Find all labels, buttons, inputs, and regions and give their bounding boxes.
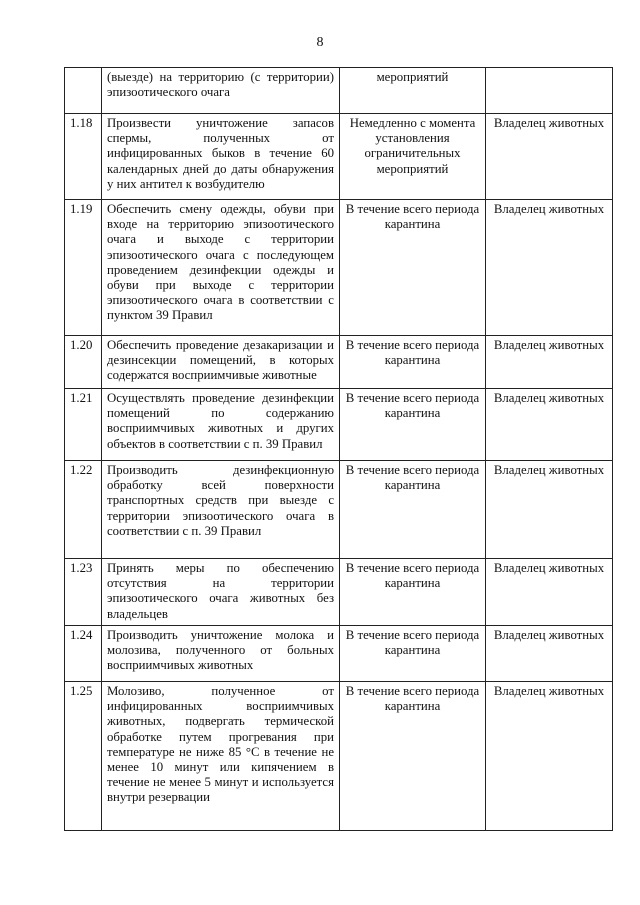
row-term-cell	[340, 114, 486, 200]
row-responsible-cell	[486, 336, 613, 389]
row-number: 1.25	[70, 684, 93, 698]
table-row	[65, 68, 613, 114]
row-action-cell	[102, 389, 340, 461]
row-responsible: Владелец животных	[493, 391, 605, 405]
row-number-cell	[65, 114, 102, 200]
row-action: Производить уничтожение молока и молозива, полученного от больных восприимчивых животных	[107, 628, 334, 673]
row-responsible: Владелец животных	[493, 684, 605, 698]
row-action-cell	[102, 559, 340, 626]
row-term-cell	[340, 336, 486, 389]
row-number: 1.18	[70, 116, 93, 130]
row-responsible: Владелец животных	[493, 561, 605, 575]
row-action: (выезде) на территорию (с территории) эпизоотического очага	[107, 70, 334, 100]
row-responsible: Владелец животных	[493, 116, 605, 130]
row-responsible: Владелец животных	[493, 338, 605, 352]
row-action-cell	[102, 200, 340, 336]
row-action: Молозиво, полученное от инфицированных восприимчивых животных, подвергать термической обработке путем прогревания при температуре не ниже 85 °C в течение не менее 10 минут или кипячением в течение не менее 5 минут и используется внутри резервации	[107, 684, 334, 805]
row-term-cell	[340, 626, 486, 682]
row-number: 1.21	[70, 391, 93, 405]
row-action: Обеспечить проведение дезакаризации и дезинсекции помещений, в которых содержатся восприимчивые животные	[107, 338, 334, 383]
row-responsible-cell	[486, 389, 613, 461]
page-number: 8	[316, 35, 324, 50]
row-responsible-cell	[486, 559, 613, 626]
row-responsible: Владелец животных	[493, 628, 605, 642]
row-number-cell	[65, 336, 102, 389]
row-number-cell	[65, 461, 102, 559]
row-action: Осуществлять проведение дезинфекции помещений по содержанию восприимчивых животных и других объектов в соответствии с п. 39 Правил	[107, 391, 334, 451]
row-term-cell	[340, 68, 486, 114]
row-term-cell	[340, 682, 486, 831]
row-action-cell	[102, 626, 340, 682]
table-row	[65, 389, 613, 461]
table-row	[65, 682, 613, 831]
table-row	[65, 626, 613, 682]
table-body	[65, 68, 613, 831]
row-term: В течение всего периода карантина	[345, 338, 480, 368]
row-number: 1.22	[70, 463, 93, 477]
row-number: 1.23	[70, 561, 93, 575]
row-term: В течение всего периода карантина	[345, 391, 480, 421]
row-responsible: Владелец животных	[493, 463, 605, 477]
row-term: В течение всего периода карантина	[345, 628, 480, 658]
row-term-cell	[340, 389, 486, 461]
table-row	[65, 336, 613, 389]
table-row	[65, 200, 613, 336]
row-action-cell	[102, 68, 340, 114]
row-action-cell	[102, 114, 340, 200]
row-responsible-cell	[486, 682, 613, 831]
row-term-cell	[340, 461, 486, 559]
row-action-cell	[102, 461, 340, 559]
row-action: Производить дезинфекционную обработку всей поверхности транспортных средств при выезде с территории эпизоотического очага в соответствии с п. 39 Правил	[107, 463, 334, 538]
row-responsible-cell	[486, 114, 613, 200]
table-row	[65, 461, 613, 559]
row-action-cell	[102, 682, 340, 831]
row-term-cell	[340, 559, 486, 626]
row-term: В течение всего периода карантина	[345, 463, 480, 493]
row-responsible-cell	[486, 68, 613, 114]
row-term: В течение всего периода карантина	[345, 684, 480, 714]
row-action: Обеспечить смену одежды, обуви при входе на территорию эпизоотического очага и выходе с территории эпизоотического очага с последующем проведением дезинфекции одежды и обуви при выходе с территории эпизоотического очага в соответствии с пунктом 39 Правил	[107, 202, 334, 323]
row-term-cell	[340, 200, 486, 336]
row-action: Принять меры по обеспечению отсутствия на территории эпизоотического очага животных без владельцев	[107, 561, 334, 621]
row-number-cell	[65, 682, 102, 831]
row-action: Произвести уничтожение запасов спермы, полученных от инфицированных быков в течение 60 календарных дней до даты обнаружения у них антител к возбудителю	[107, 116, 334, 191]
row-term: В течение всего периода карантина	[345, 202, 480, 232]
row-responsible-cell	[486, 200, 613, 336]
row-number-cell	[65, 559, 102, 626]
row-number-cell	[65, 68, 102, 114]
table-row	[65, 559, 613, 626]
row-number-cell	[65, 389, 102, 461]
row-term: мероприятий	[376, 70, 449, 84]
row-responsible-cell	[486, 461, 613, 559]
row-number: 1.24	[70, 628, 93, 642]
row-responsible-cell	[486, 626, 613, 682]
row-action-cell	[102, 336, 340, 389]
row-number-cell	[65, 626, 102, 682]
row-term: В течение всего периода карантина	[345, 561, 480, 591]
measures-table	[64, 67, 613, 831]
row-term: Немедленно с момента установления ограничительных мероприятий	[349, 116, 476, 176]
row-number-cell	[65, 200, 102, 336]
table-row	[65, 114, 613, 200]
row-number: 1.19	[70, 202, 93, 216]
row-responsible: Владелец животных	[493, 202, 605, 216]
row-number: 1.20	[70, 338, 93, 352]
